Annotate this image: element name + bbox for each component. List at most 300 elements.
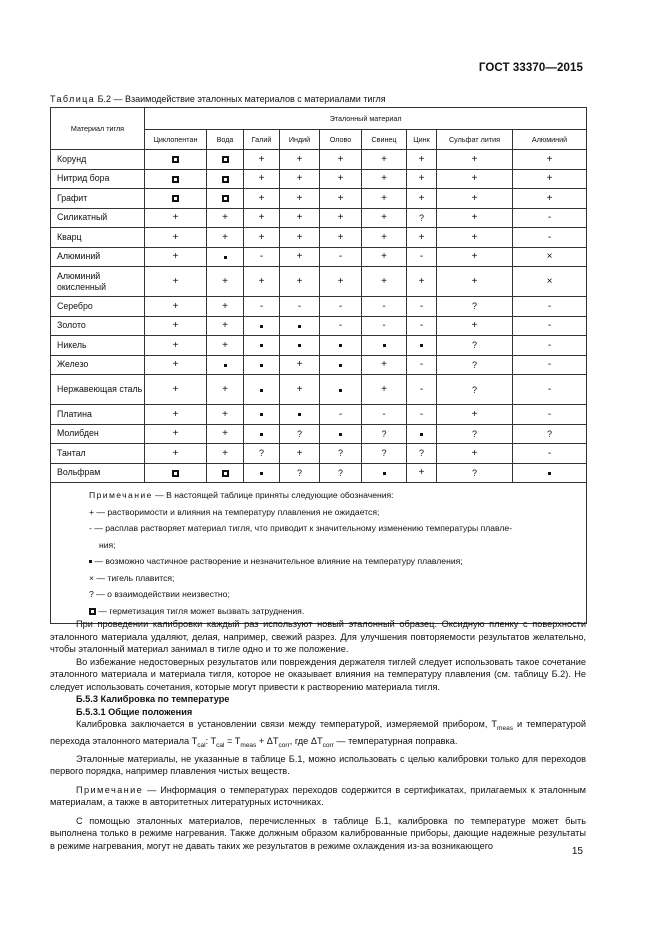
material-name: Железо <box>51 355 145 375</box>
symbol-text: + <box>258 173 265 185</box>
interaction-cell <box>280 375 320 405</box>
material-name: Серебро <box>51 297 145 317</box>
interaction-cell <box>145 297 207 317</box>
interaction-cell <box>407 247 437 267</box>
symbol-text: - <box>338 408 343 420</box>
material-name: Графит <box>51 189 145 209</box>
symbol-text: - <box>338 251 343 263</box>
interaction-cell <box>407 208 437 228</box>
interaction-cell <box>407 355 437 375</box>
table-row <box>51 297 587 317</box>
symbol-text: + <box>381 359 387 371</box>
p3-sub-1: meas <box>497 724 513 732</box>
interaction-cell <box>244 375 280 405</box>
interaction-cell <box>280 169 320 189</box>
table-row <box>51 405 587 425</box>
interaction-cell <box>513 336 587 356</box>
interaction-cell <box>207 169 244 189</box>
dot-symbol-icon <box>339 344 342 347</box>
interaction-cell <box>320 189 362 209</box>
symbol-text: + <box>471 153 478 165</box>
column-header: Циклопентан <box>145 130 207 150</box>
column-header: Алюминий <box>513 130 587 150</box>
note-seal <box>89 603 580 620</box>
note-2-title: Примечание <box>76 784 144 795</box>
seal-symbol-icon <box>89 608 96 615</box>
symbol-text: ? <box>296 428 302 439</box>
dot-symbol-icon <box>420 433 423 436</box>
interaction-cell <box>145 336 207 356</box>
note-plus: + — растворимости и влияния на температуру плавления не ожидается; <box>89 506 380 517</box>
dot-symbol-icon <box>383 472 386 475</box>
interaction-cell <box>362 405 407 425</box>
note-seal-text: — герметизация тигля может вызвать затруднения. <box>96 605 305 616</box>
interaction-cell <box>407 336 437 356</box>
interaction-cell <box>280 208 320 228</box>
interaction-cell <box>320 228 362 248</box>
symbol-text: ? <box>471 467 477 478</box>
interaction-cell <box>207 208 244 228</box>
note-intro-text: — В настоящей таблице приняты следующие обозначения: <box>152 490 394 500</box>
interaction-cell <box>437 169 513 189</box>
section-heading: Б.5.3 Калибровка по температуре <box>76 694 230 704</box>
interaction-cell <box>320 267 362 297</box>
table-body <box>51 150 587 483</box>
material-name: Вольфрам <box>51 463 145 483</box>
interaction-cell <box>244 189 280 209</box>
symbol-text: + <box>471 173 478 185</box>
symbol-text: + <box>258 276 265 287</box>
interaction-cell <box>437 463 513 483</box>
interaction-cell <box>437 375 513 405</box>
interaction-cell <box>280 228 320 248</box>
symbol-text: + <box>296 173 303 185</box>
p3-sub-4: meas <box>240 742 257 750</box>
table-row <box>51 267 587 297</box>
symbol-text: + <box>172 428 179 440</box>
symbol-text: ? <box>471 428 477 439</box>
interaction-cell <box>280 247 320 267</box>
interaction-cell <box>513 463 587 483</box>
symbol-text: + <box>296 384 303 395</box>
interaction-cell <box>362 444 407 464</box>
table-caption-title: Взаимодействие эталонных материалов с материалами тигля <box>125 94 386 104</box>
interaction-cell <box>320 405 362 425</box>
interaction-cell <box>207 267 244 297</box>
seal-symbol-icon <box>222 156 229 163</box>
table-row <box>51 424 587 444</box>
interaction-cell <box>207 150 244 170</box>
symbol-text: + <box>296 153 303 165</box>
symbol-text: ? <box>418 448 424 459</box>
paragraph-5: С помощью эталонных материалов, перечисленных в таблице Б.1, калибровка по температуре может быть выполнена только в режиме нагревания. Также должным образом калиброванные приборы, дающие надежные результаты в режиме нагревания, могут не давать таких же результатов в режиме охлаждения из-за возникающего <box>50 815 586 851</box>
note-intro <box>89 487 580 504</box>
note-question: ? — о взаимодействии неизвестно; <box>89 589 230 599</box>
material-name: Корунд <box>51 150 145 170</box>
symbol-text: - <box>547 447 552 459</box>
interaction-cell <box>437 247 513 267</box>
material-name: Нитрид бора <box>51 169 145 189</box>
interaction-cell <box>362 424 407 444</box>
symbol-text: ? <box>471 384 477 395</box>
interaction-cell <box>145 355 207 375</box>
symbol-text: + <box>172 408 179 420</box>
seal-symbol-icon <box>222 176 229 183</box>
table-row <box>51 247 587 267</box>
interaction-cell <box>320 424 362 444</box>
material-name: Алюминий окисленный <box>51 267 145 297</box>
interaction-cell <box>244 336 280 356</box>
symbol-text: ? <box>258 448 264 459</box>
material-name: Платина <box>51 405 145 425</box>
interaction-cell <box>207 336 244 356</box>
interaction-table <box>50 107 587 624</box>
symbol-text: × <box>546 251 553 263</box>
interaction-cell <box>244 169 280 189</box>
symbol-text: - <box>419 300 424 312</box>
interaction-cell <box>207 189 244 209</box>
interaction-cell <box>280 267 320 297</box>
dot-symbol-icon <box>383 344 386 347</box>
interaction-cell <box>407 424 437 444</box>
seal-symbol-icon <box>172 195 179 202</box>
symbol-text: + <box>471 320 478 332</box>
symbol-text: + <box>381 384 387 395</box>
note-minus: - — расплав растворяет материал тигля, что приводит к значительному изменению температуры плавле- <box>89 523 513 533</box>
note-2 <box>50 784 586 809</box>
note-cross: × — тигель плавится; <box>89 572 175 583</box>
interaction-cell <box>244 150 280 170</box>
notes-row <box>51 483 587 624</box>
note-2-text: — Информация о температурах переходов содержится в сертификатах, прилагаемых к эталонным материалам, а также в авторитетных литературных источниках. <box>50 784 586 808</box>
interaction-cell <box>320 247 362 267</box>
symbol-text: - <box>382 320 386 332</box>
material-name: Золото <box>51 316 145 336</box>
dot-symbol-icon <box>339 364 342 367</box>
symbol-text: - <box>547 359 552 371</box>
symbol-text: + <box>172 384 179 395</box>
interaction-cell <box>145 316 207 336</box>
symbol-text: + <box>337 276 344 287</box>
symbol-text: - <box>419 384 424 395</box>
table-row <box>51 355 587 375</box>
interaction-cell <box>207 247 244 267</box>
interaction-cell <box>437 355 513 375</box>
interaction-cell <box>207 463 244 483</box>
interaction-cell <box>513 355 587 375</box>
interaction-cell <box>437 297 513 317</box>
symbol-text: + <box>222 212 228 224</box>
interaction-cell <box>362 247 407 267</box>
symbol-text: + <box>296 447 303 459</box>
symbol-text: + <box>258 212 265 224</box>
symbol-text: + <box>296 212 303 224</box>
note-dot <box>89 553 580 570</box>
symbol-text: + <box>258 231 265 243</box>
column-header: Галий <box>244 130 280 150</box>
paragraph-2: Во избежание недостоверных результатов или повреждения держателя тиглей следует использовать такое сочетание эталонного материала и материала тигля, которое не оказывает влияния на температуру плавления (см. таблицу Б.2). Не следует использовать сочетания, которые могут привести к растворению материала тигля. <box>50 656 586 692</box>
table-row <box>51 375 587 405</box>
interaction-cell <box>280 189 320 209</box>
symbol-text: + <box>471 212 478 224</box>
note-title: Примечание <box>89 490 153 500</box>
interaction-cell <box>207 375 244 405</box>
symbol-text: + <box>337 153 344 165</box>
paragraph-3 <box>50 718 586 753</box>
p3-part-g: — температурная поправка. <box>333 736 458 747</box>
symbol-text: + <box>222 428 228 440</box>
interaction-cell <box>207 316 244 336</box>
material-name: Алюминий <box>51 247 145 267</box>
symbol-text: + <box>381 173 387 185</box>
interaction-cell <box>280 316 320 336</box>
symbol-text: + <box>381 153 387 165</box>
interaction-cell <box>145 424 207 444</box>
interaction-cell <box>320 316 362 336</box>
interaction-cell <box>244 208 280 228</box>
symbol-text: - <box>419 320 424 332</box>
symbol-text: - <box>297 300 302 312</box>
dot-symbol-icon <box>260 389 263 392</box>
interaction-cell <box>437 444 513 464</box>
interaction-cell <box>207 405 244 425</box>
interaction-cell <box>513 247 587 267</box>
symbol-text: + <box>418 231 425 243</box>
interaction-cell <box>145 463 207 483</box>
corner-header: Материал тигля <box>51 108 145 150</box>
symbol-text: - <box>547 384 552 395</box>
seal-symbol-icon <box>172 176 179 183</box>
symbol-text: + <box>296 192 303 204</box>
interaction-cell <box>280 150 320 170</box>
p3-sub-5: corr <box>278 742 290 750</box>
symbol-text: + <box>471 231 478 243</box>
symbol-text: + <box>222 320 228 332</box>
p3-part-a: Калибровка заключается в установлении связи между температурой, измеряемой прибором, T <box>76 719 498 729</box>
paragraph-4: Эталонные материалы, не указанные в таблице Б.1, можно использовать с целью калибровки только для переходов первого порядка, например плавления чистых веществ. <box>50 753 586 777</box>
p3-part-d: = T <box>224 736 241 747</box>
interaction-cell <box>145 208 207 228</box>
symbol-text: × <box>546 276 553 287</box>
interaction-cell <box>244 444 280 464</box>
interaction-cell <box>437 405 513 425</box>
note-minus-cont: ния; <box>99 539 116 550</box>
interaction-cell <box>207 297 244 317</box>
interaction-cell <box>407 169 437 189</box>
interaction-cell <box>513 169 587 189</box>
column-header: Сульфат лития <box>437 130 513 150</box>
symbol-text: + <box>381 276 387 287</box>
symbol-text: + <box>471 251 478 263</box>
dot-symbol-icon <box>298 413 301 416</box>
column-header: Вода <box>207 130 244 150</box>
note-dot-text: — возможно частичное растворение и незначительное влияние на температуру плавления; <box>92 556 463 566</box>
interaction-cell <box>320 444 362 464</box>
interaction-cell <box>207 355 244 375</box>
interaction-cell <box>320 463 362 483</box>
dot-symbol-icon <box>548 472 551 475</box>
table-row <box>51 150 587 170</box>
symbol-text: ? <box>471 359 477 370</box>
symbol-text: - <box>419 251 424 263</box>
symbol-text: ? <box>337 467 343 478</box>
symbol-text: + <box>418 467 425 479</box>
symbol-text: + <box>337 212 344 224</box>
material-name: Тантал <box>51 444 145 464</box>
interaction-cell <box>513 444 587 464</box>
interaction-cell <box>513 316 587 336</box>
interaction-cell <box>437 189 513 209</box>
interaction-cell <box>244 355 280 375</box>
interaction-cell <box>280 355 320 375</box>
interaction-cell <box>437 150 513 170</box>
table-caption <box>50 94 386 104</box>
dot-symbol-icon <box>339 433 342 436</box>
interaction-cell <box>320 336 362 356</box>
table-row <box>51 189 587 209</box>
dot-symbol-icon <box>224 364 227 367</box>
symbol-text: - <box>338 300 343 312</box>
symbol-text: ? <box>337 448 343 459</box>
symbol-text: + <box>258 153 265 165</box>
symbol-text: ? <box>471 301 477 312</box>
dot-symbol-icon <box>260 344 263 347</box>
interaction-cell <box>513 424 587 444</box>
interaction-cell <box>407 189 437 209</box>
dot-symbol-icon <box>260 472 263 475</box>
interaction-cell <box>437 228 513 248</box>
symbol-text: + <box>381 251 387 263</box>
subsection-heading: Б.5.3.1 Общие положения <box>76 706 193 717</box>
p3-part-c: : T <box>205 736 217 747</box>
table-row <box>51 316 587 336</box>
symbol-text: - <box>547 339 552 351</box>
interaction-cell <box>320 208 362 228</box>
interaction-cell <box>513 189 587 209</box>
interaction-cell <box>145 189 207 209</box>
page-number: 15 <box>571 846 583 857</box>
p3-sub-3: cal <box>216 742 225 750</box>
interaction-cell <box>244 405 280 425</box>
table-caption-label: Таблица <box>50 94 96 104</box>
symbol-text: ? <box>471 340 477 351</box>
p3-part-f: , где ΔT <box>289 736 323 747</box>
symbol-text: + <box>172 339 179 351</box>
interaction-cell <box>407 150 437 170</box>
interaction-cell <box>244 247 280 267</box>
interaction-cell <box>244 463 280 483</box>
interaction-cell <box>280 463 320 483</box>
seal-symbol-icon <box>222 470 229 477</box>
interaction-cell <box>362 463 407 483</box>
table-row <box>51 444 587 464</box>
dot-symbol-icon <box>339 389 342 392</box>
p3-sub-6: corr <box>322 742 334 750</box>
dot-symbol-icon <box>298 325 301 328</box>
symbol-text: + <box>222 276 228 287</box>
interaction-cell <box>362 150 407 170</box>
dot-symbol-icon <box>260 364 263 367</box>
interaction-cell <box>244 316 280 336</box>
interaction-cell <box>513 405 587 425</box>
interaction-cell <box>362 297 407 317</box>
interaction-cell <box>244 228 280 248</box>
interaction-cell <box>280 444 320 464</box>
interaction-cell <box>320 150 362 170</box>
interaction-cell <box>207 444 244 464</box>
symbol-text: + <box>418 276 425 287</box>
symbol-text: - <box>547 300 552 312</box>
interaction-cell <box>407 463 437 483</box>
symbol-text: + <box>471 408 478 420</box>
group-header: Эталонный материал <box>145 108 587 130</box>
p3-part-b: и температурой перехода эталонного материала T <box>50 719 586 747</box>
table-caption-number: Б.2 — <box>95 94 126 104</box>
symbol-text: ? <box>547 428 553 439</box>
interaction-cell <box>145 247 207 267</box>
symbol-text: + <box>546 192 553 204</box>
interaction-cell <box>280 405 320 425</box>
symbol-text: + <box>337 231 344 243</box>
symbol-text: + <box>296 251 303 263</box>
symbol-text: + <box>418 192 425 204</box>
interaction-cell <box>145 405 207 425</box>
interaction-cell <box>362 208 407 228</box>
body-text <box>50 618 586 852</box>
table-row <box>51 228 587 248</box>
interaction-cell <box>280 336 320 356</box>
symbol-text: ? <box>418 212 424 223</box>
interaction-cell <box>362 189 407 209</box>
interaction-cell <box>407 297 437 317</box>
interaction-cell <box>362 169 407 189</box>
interaction-cell <box>513 297 587 317</box>
interaction-cell <box>145 228 207 248</box>
symbol-text: + <box>546 173 553 185</box>
symbol-text: - <box>547 320 552 332</box>
material-name: Нержавеющая сталь <box>51 375 145 405</box>
symbol-text: - <box>419 408 424 420</box>
dot-symbol-icon <box>224 256 227 259</box>
symbol-text: + <box>296 359 303 371</box>
symbol-text: + <box>471 447 478 459</box>
interaction-cell <box>407 405 437 425</box>
interaction-cell <box>437 316 513 336</box>
symbol-text: ? <box>296 467 302 478</box>
symbol-text: + <box>222 408 228 420</box>
symbol-text: + <box>418 153 425 165</box>
symbol-text: + <box>418 173 425 185</box>
interaction-cell <box>320 375 362 405</box>
interaction-cell <box>513 150 587 170</box>
interaction-cell <box>362 228 407 248</box>
interaction-cell <box>437 267 513 297</box>
seal-symbol-icon <box>172 470 179 477</box>
symbol-text: - <box>259 300 264 312</box>
interaction-cell <box>407 316 437 336</box>
symbol-text: - <box>382 300 386 312</box>
symbol-text: + <box>546 153 553 165</box>
symbol-text: + <box>172 300 179 312</box>
interaction-cell <box>362 336 407 356</box>
interaction-cell <box>362 316 407 336</box>
symbol-text: + <box>381 192 387 204</box>
column-header: Олово <box>320 130 362 150</box>
symbol-text: + <box>222 231 228 243</box>
table-notes <box>51 483 587 624</box>
interaction-cell <box>145 267 207 297</box>
interaction-cell <box>407 375 437 405</box>
